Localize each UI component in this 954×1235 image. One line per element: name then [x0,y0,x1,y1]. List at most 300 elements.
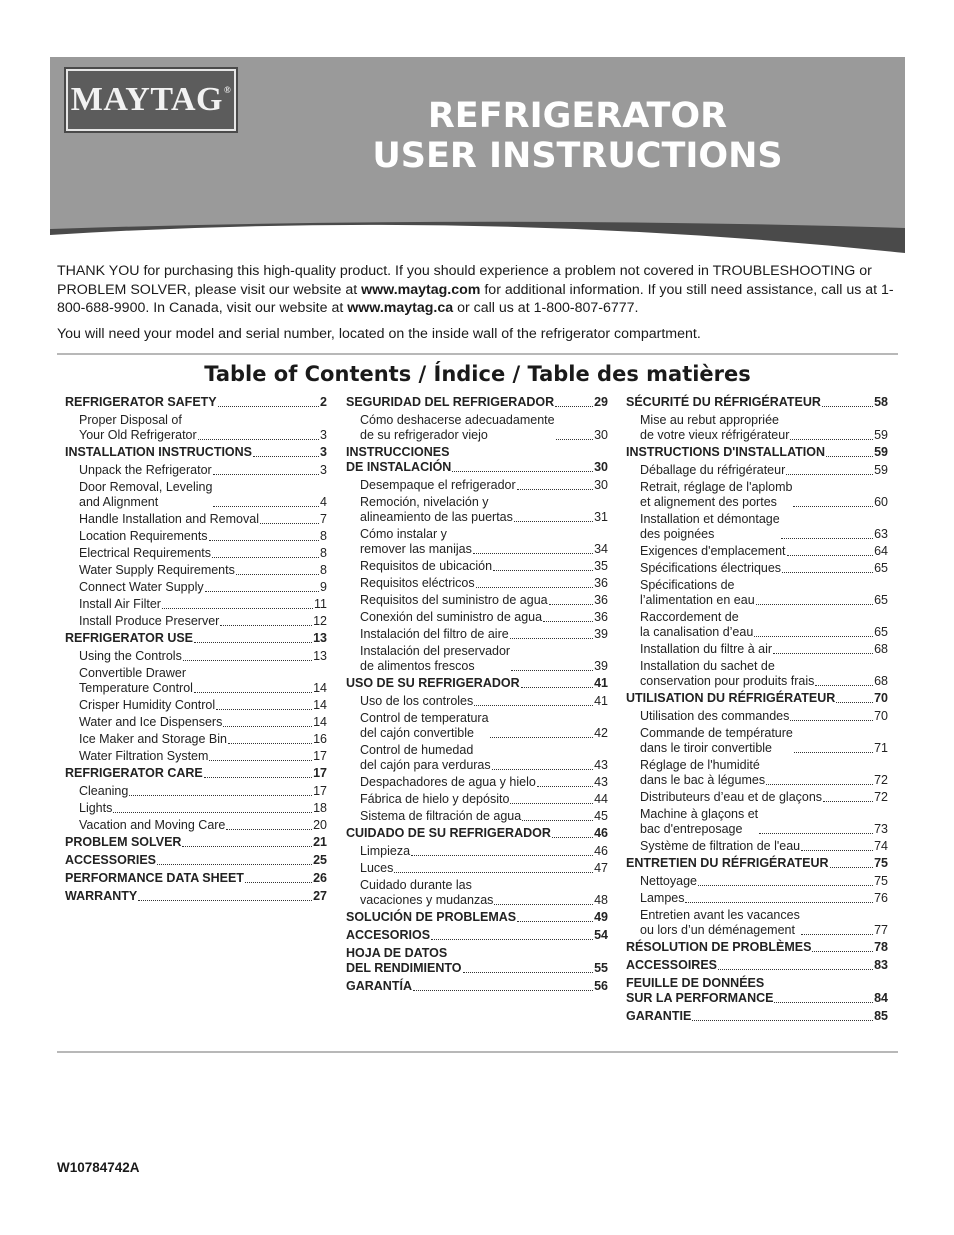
toc-section-heading[interactable] [346,395,608,410]
dot-leader [698,885,873,886]
toc-entry[interactable] [346,844,608,859]
toc-section-heading[interactable] [65,835,327,850]
toc-title: Table of Contents / Índice / Table des matières [204,362,751,386]
toc-page-number: 65 [874,593,888,607]
dot-leader [182,846,312,847]
dot-leader [822,406,873,407]
toc-page-number: 35 [594,559,608,573]
toc-entry[interactable] [346,694,608,709]
toc-page-number: 63 [874,527,888,541]
toc-entry-title: Requisitos eléctricos [360,576,475,590]
dot-leader [793,506,873,507]
toc-page-number: 46 [594,826,608,840]
toc-entry-title: Nettoyage [640,874,697,888]
toc-section-heading[interactable] [626,856,888,871]
toc-entry-title: Control de humedad del cajón para verduras [360,743,491,772]
toc-page-number: 36 [594,576,608,590]
intro-text [57,262,899,351]
dot-leader [226,829,312,830]
toc-entry-title: Raccordement de la canalisation d’eau [640,610,754,639]
toc-entry[interactable] [626,726,888,756]
toc-entry-title: Installation du sachet de conservation pour produits frais [640,659,815,688]
dot-leader [521,687,593,688]
toc-entry-title: REFRIGERATOR SAFETY [65,395,217,409]
dot-leader [692,1020,873,1021]
toc-page-number: 4 [320,495,327,509]
dot-leader [476,587,593,588]
toc-section-heading[interactable] [346,445,608,475]
toc-entry-title: Desempaque el refrigerador [360,478,516,492]
toc-page-number: 3 [320,428,327,442]
toc-entry[interactable] [626,413,888,443]
dot-leader [490,737,594,738]
toc-page-number: 18 [313,801,327,815]
toc-entry-title: Vacation and Moving Care [79,818,226,832]
toc-page-number: 29 [594,395,608,409]
dot-leader [209,760,312,761]
toc-column-french [626,393,888,1027]
dot-leader [474,705,593,706]
toc-entry-title: Luces [360,861,394,875]
toc-entry-title: ACCESORIOS [346,928,431,942]
toc-entry-title: Convertible Drawer Temperature Control [79,666,193,695]
toc-page-number: 14 [313,681,327,695]
toc-entry[interactable] [65,580,327,595]
dot-leader [781,538,873,539]
toc-page-number: 16 [313,732,327,746]
dot-leader [759,833,873,834]
dot-leader [517,921,593,922]
toc-section-heading[interactable] [65,871,327,886]
dot-leader [183,660,312,661]
dot-leader [216,709,312,710]
toc-page-number: 14 [313,698,327,712]
dot-leader [511,670,593,671]
toc-entry[interactable] [65,784,327,799]
toc-section-heading[interactable] [346,928,608,943]
toc-page-number: 68 [874,674,888,688]
registered-mark: ® [224,85,232,95]
toc-entry-title: WARRANTY [65,889,138,903]
toc-page-number: 17 [313,749,327,763]
dot-leader [543,621,593,622]
toc-entry-title: ACCESSORIES [65,853,156,867]
toc-entry-title: ENTRETIEN DU RÉFRIGÉRATEUR [626,856,829,870]
toc-entry[interactable] [65,512,327,527]
dot-leader [209,540,320,541]
toc-entry[interactable] [65,480,327,510]
dot-leader [212,557,319,558]
toc-page-number: 68 [874,642,888,656]
toc-entry-title: Cómo instalar y remover las manijas [360,527,472,556]
dot-leader [223,726,312,727]
toc-entry-title: Spécifications électriques [640,561,782,575]
toc-page-number: 17 [313,766,327,780]
toc-entry[interactable] [626,758,888,788]
toc-page-number: 72 [874,773,888,787]
toc-page-number: 64 [874,544,888,558]
toc-entry-title: Water Filtration System [79,749,209,763]
toc-entry[interactable] [65,818,327,833]
top-divider [57,353,898,355]
model-serial-note: You will need your model and serial number, located on the inside wall of the refrigerator compartment. [57,326,701,343]
toc-entry-title: Distributeurs d’eau et de glaçons [640,790,823,804]
toc-page-number: 60 [874,495,888,509]
toc-page-number: 31 [594,510,608,524]
dot-leader [537,786,593,787]
website-link-ca[interactable]: www.maytag.ca [347,300,454,317]
toc-entry-title: REFRIGERATOR USE [65,631,194,645]
logo-text: MAYTAG [70,81,223,118]
toc-entry[interactable] [346,413,608,443]
toc-page-number: 8 [320,529,327,543]
toc-page-number: 59 [874,428,888,442]
dot-leader [194,692,312,693]
toc-entry[interactable] [346,743,608,773]
part-number: W10784742A [57,1160,140,1175]
toc-page-number: 17 [313,784,327,798]
dot-leader [113,812,312,813]
toc-entry[interactable] [626,709,888,724]
toc-entry[interactable] [626,544,888,559]
toc-entry[interactable] [65,666,327,696]
dot-leader [790,439,873,440]
toc-entry[interactable] [65,801,327,816]
toc-entry[interactable] [346,559,608,574]
dot-leader [786,474,873,475]
toc-entry[interactable] [65,614,327,629]
dot-leader [260,523,319,524]
toc-page-number: 36 [594,593,608,607]
toc-page-number: 74 [874,839,888,853]
toc-entry[interactable] [626,512,888,542]
toc-entry-title: Instalación del preservador de alimentos frescos [360,644,511,673]
toc-entry[interactable] [626,642,888,657]
toc-entry-title: Exigences d'emplacement [640,544,786,558]
toc-entry[interactable] [626,561,888,576]
toc-section-heading[interactable] [65,445,327,460]
toc-entry[interactable] [346,792,608,807]
toc-section-heading[interactable] [626,395,888,410]
dot-leader [205,591,319,592]
toc-entry-title: ACCESSOIRES [626,958,717,972]
dot-leader [836,702,873,703]
toc-entry-title: Unpack the Refrigerator [79,463,212,477]
toc-entry[interactable] [65,732,327,747]
toc-page-number: 11 [314,597,327,611]
toc-entry-title: PROBLEM SOLVER [65,835,182,849]
toc-entry[interactable] [626,480,888,510]
toc-entry-title: Réglage de l'humidité dans le bac à légumes [640,758,766,787]
toc-entry-title: Cómo deshacerse adecuadamente de su refrigerador viejo [360,413,555,442]
toc-section-heading[interactable] [65,631,327,646]
toc-page-number: 48 [594,893,608,907]
toc-page-number: 7 [320,512,327,526]
toc-entry[interactable] [626,891,888,906]
toc-page-number: 83 [874,958,888,972]
toc-column-english [65,393,327,907]
toc-page-number: 42 [594,726,608,740]
toc-page-number: 54 [594,928,608,942]
dot-leader [522,820,593,821]
dot-leader [773,653,873,654]
toc-entry[interactable] [626,578,888,608]
toc-entry[interactable] [65,546,327,561]
toc-entry[interactable] [65,529,327,544]
toc-page-number: 49 [594,910,608,924]
toc-section-heading[interactable] [65,395,327,410]
toc-entry-title: SOLUCIÓN DE PROBLEMAS [346,910,517,924]
toc-page-number: 9 [320,580,327,594]
dot-leader [228,743,312,744]
dot-leader [815,685,873,686]
toc-entry-title: Handle Installation and Removal [79,512,259,526]
toc-entry[interactable] [65,563,327,578]
dot-leader [754,636,873,637]
toc-entry-title: Cuidado durante las vacaciones y mudanzas [360,878,494,907]
toc-entry[interactable] [346,478,608,493]
toc-entry-title: Install Produce Preserver [79,614,220,628]
toc-page-number: 44 [594,792,608,806]
toc-page-number: 71 [874,741,888,755]
dot-leader [236,574,319,575]
toc-entry[interactable] [65,597,327,612]
dot-leader [826,456,873,457]
dot-leader [514,521,593,522]
toc-entry-title: Electrical Requirements [79,546,211,560]
dot-leader [517,489,593,490]
toc-section-heading[interactable] [65,889,327,904]
toc-column-spanish [346,393,608,997]
toc-page-number: 58 [874,395,888,409]
dot-leader [253,456,319,457]
toc-page-number: 2 [320,395,327,409]
toc-entry-title: Lights [79,801,113,815]
toc-entry[interactable] [65,715,327,730]
dot-leader [204,777,312,778]
toc-section-heading[interactable] [346,826,608,841]
bottom-divider [57,1051,898,1053]
dot-leader [394,872,593,873]
toc-page-number: 75 [874,874,888,888]
toc-entry-title: RÉSOLUTION DE PROBLÈMES [626,940,812,954]
toc-entry[interactable] [626,790,888,805]
toc-page-number: 75 [874,856,888,870]
toc-page-number: 26 [313,871,327,885]
toc-entry[interactable] [346,527,608,557]
toc-entry[interactable] [626,659,888,689]
toc-entry[interactable] [626,463,888,478]
toc-entry[interactable] [346,593,608,608]
dot-leader [218,406,319,407]
toc-entry-title: Lampes [640,891,685,905]
toc-page-number: 46 [594,844,608,858]
dot-leader [129,795,312,796]
dot-leader [718,969,873,970]
toc-section-heading[interactable] [346,676,608,691]
toc-page-number: 84 [874,991,888,1005]
toc-section-heading[interactable] [346,910,608,925]
toc-page-number: 43 [594,775,608,789]
toc-page-number: 39 [594,627,608,641]
toc-entry-title: Despachadores de agua y hielo [360,775,536,789]
toc-page-number: 8 [320,563,327,577]
dot-leader [782,572,873,573]
toc-entry-title: HOJA DE DATOS DEL RENDIMIENTO [346,946,462,975]
dot-leader [685,902,873,903]
toc-entry[interactable] [346,775,608,790]
toc-entry[interactable] [346,878,608,908]
dot-leader [787,555,874,556]
dot-leader [473,553,593,554]
toc-entry-title: Entretien avant les vacances ou lors d’un déménagement [640,908,800,937]
toc-page-number: 27 [313,889,327,903]
toc-page-number: 25 [313,853,327,867]
toc-entry[interactable] [346,627,608,642]
toc-entry[interactable] [346,711,608,741]
toc-entry-title: SÉCURITÉ DU RÉFRIGÉRATEUR [626,395,821,409]
toc-entry-title: Mise au rebut appropriée de votre vieux réfrigérateur [640,413,790,442]
toc-entry-title: FEUILLE DE DONNÉES SUR LA PERFORMANCE [626,976,774,1005]
toc-page-number: 59 [874,463,888,477]
toc-page-number: 21 [313,835,327,849]
dot-leader [492,769,593,770]
toc-entry[interactable] [626,610,888,640]
toc-page-number: 20 [313,818,327,832]
toc-entry-title: Remoción, nivelación y alineamiento de las puertas [360,495,513,524]
dot-leader [774,1002,873,1003]
toc-entry-title: Spécifications de l’alimentation en eau [640,578,755,607]
toc-page-number: 14 [313,715,327,729]
dot-leader [756,604,873,605]
website-link-us[interactable]: www.maytag.com [361,281,481,298]
toc-entry-title: REFRIGERATOR CARE [65,766,203,780]
dot-leader [555,406,593,407]
dot-leader [162,608,313,609]
toc-entry-title: Water Supply Requirements [79,563,235,577]
toc-entry[interactable] [626,908,888,938]
toc-entry[interactable] [626,874,888,889]
dot-leader [194,642,312,643]
toc-entry-title: Using the Controls [79,649,182,663]
toc-page-number: 76 [874,891,888,905]
toc-entry-title: GARANTÍA [346,979,412,993]
toc-section-heading[interactable] [626,958,888,973]
toc-section-heading[interactable] [65,766,327,781]
toc-page-number: 13 [313,649,327,663]
toc-page-number: 78 [874,940,888,954]
toc-entry-title: Sistema de filtración de agua [360,809,522,823]
toc-section-heading[interactable] [65,853,327,868]
toc-entry-title: Connect Water Supply [79,580,204,594]
header-swoosh [50,205,905,253]
toc-page-number: 70 [874,691,888,705]
toc-entry[interactable] [346,576,608,591]
toc-section-heading[interactable] [346,979,608,994]
toc-entry[interactable] [626,839,888,854]
dot-leader [556,439,594,440]
toc-entry-title: Ice Maker and Storage Bin [79,732,227,746]
toc-entry[interactable] [346,610,608,625]
dot-leader [245,882,312,883]
toc-entry-title: Location Requirements [79,529,208,543]
toc-entry-title: Uso de los controles [360,694,474,708]
dot-leader [138,900,312,901]
toc-entry[interactable] [65,749,327,764]
toc-page-number: 77 [874,923,888,937]
toc-page-number: 72 [874,790,888,804]
toc-page-number: 59 [874,445,888,459]
dot-leader [463,972,594,973]
toc-page-number: 70 [874,709,888,723]
toc-entry-title: Utilisation des commandes [640,709,790,723]
dot-leader [790,720,873,721]
toc-entry-title: INSTALLATION INSTRUCTIONS [65,445,253,459]
toc-entry[interactable] [65,649,327,664]
toc-entry-title: SEGURIDAD DEL REFRIGERADOR [346,395,555,409]
toc-entry-title: INSTRUCTIONS D'INSTALLATION [626,445,826,459]
toc-page-number: 3 [320,463,327,477]
toc-entry-title: Door Removal, Leveling and Alignment [79,480,213,509]
toc-section-heading[interactable] [626,1009,888,1024]
toc-entry[interactable] [65,698,327,713]
toc-page-number: 43 [594,758,608,772]
toc-entry-title: Installation et démontage des poignées [640,512,780,541]
dot-leader [494,904,593,905]
dot-leader [552,837,593,838]
toc-entry[interactable] [346,644,608,674]
toc-entry-title: USO DE SU REFRIGERADOR [346,676,520,690]
toc-section-heading[interactable] [346,946,608,976]
dot-leader [823,801,873,802]
toc-entry[interactable] [65,463,327,478]
toc-entry-title: Control de temperatura del cajón convertible [360,711,489,740]
toc-page-number: 3 [320,445,327,459]
toc-entry[interactable] [346,495,608,525]
toc-entry-title: Cleaning [79,784,129,798]
dot-leader [801,850,873,851]
toc-entry[interactable] [346,861,608,876]
toc-entry-title: Water and Ice Dispensers [79,715,223,729]
dot-leader [452,471,593,472]
toc-section-heading[interactable] [626,940,888,955]
toc-entry-title: Retrait, réglage de l'aplomb et alignement des portes [640,480,793,509]
toc-page-number: 65 [874,625,888,639]
toc-entry[interactable] [626,807,888,837]
dot-leader [213,474,319,475]
dot-leader [413,990,593,991]
toc-section-heading[interactable] [626,691,888,706]
toc-page-number: 30 [594,478,608,492]
title-line-1: REFRIGERATOR [427,96,728,136]
toc-section-heading[interactable] [626,976,888,1006]
dot-leader [549,604,593,605]
toc-section-heading[interactable] [626,445,888,460]
dot-leader [794,752,873,753]
toc-entry-title: INSTRUCCIONES DE INSTALACIÓN [346,445,452,474]
dot-leader [220,625,312,626]
title-line-2: USER INSTRUCTIONS [372,136,783,176]
toc-entry-title: Requisitos del suministro de agua [360,593,548,607]
dot-leader [198,439,319,440]
toc-entry[interactable] [346,809,608,824]
toc-page-number: 41 [594,694,608,708]
toc-page-number: 65 [874,561,888,575]
toc-entry[interactable] [65,413,327,443]
toc-page-number: 39 [594,659,608,673]
toc-entry-title: Machine à glaçons et bac d'entreposage [640,807,759,836]
toc-entry-title: Crisper Humidity Control [79,698,216,712]
